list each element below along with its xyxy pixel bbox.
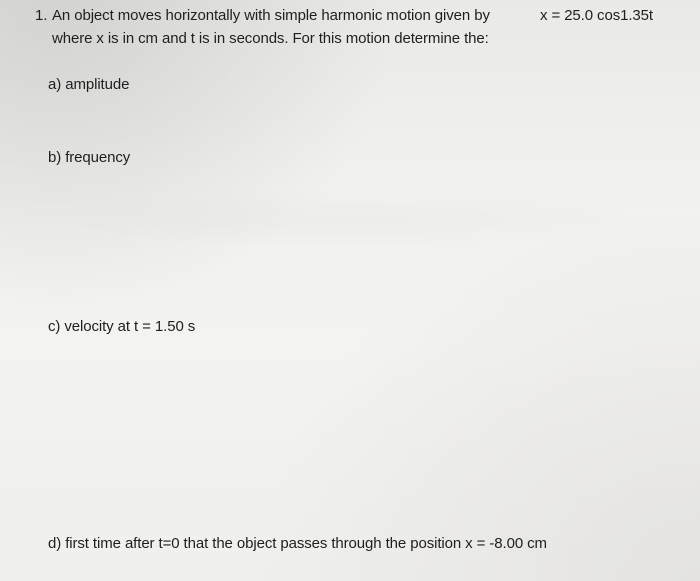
paper-shading bbox=[40, 190, 660, 250]
question-stem-line-1: An object moves horizontally with simple harmonic motion given by bbox=[52, 7, 490, 24]
question-number: 1. bbox=[35, 7, 48, 24]
part-a-amplitude: a) amplitude bbox=[48, 76, 130, 93]
part-c-velocity: c) velocity at t = 1.50 s bbox=[48, 318, 196, 335]
part-b-frequency: b) frequency bbox=[48, 149, 131, 166]
question-stem-line-2: where x is in cm and t is in seconds. For this motion determine the: bbox=[52, 30, 489, 47]
motion-equation: x = 25.0 cos1.35t bbox=[540, 7, 653, 24]
part-d-first-time: d) first time after t=0 that the object passes through the position x = -8.00 cm bbox=[48, 535, 547, 552]
